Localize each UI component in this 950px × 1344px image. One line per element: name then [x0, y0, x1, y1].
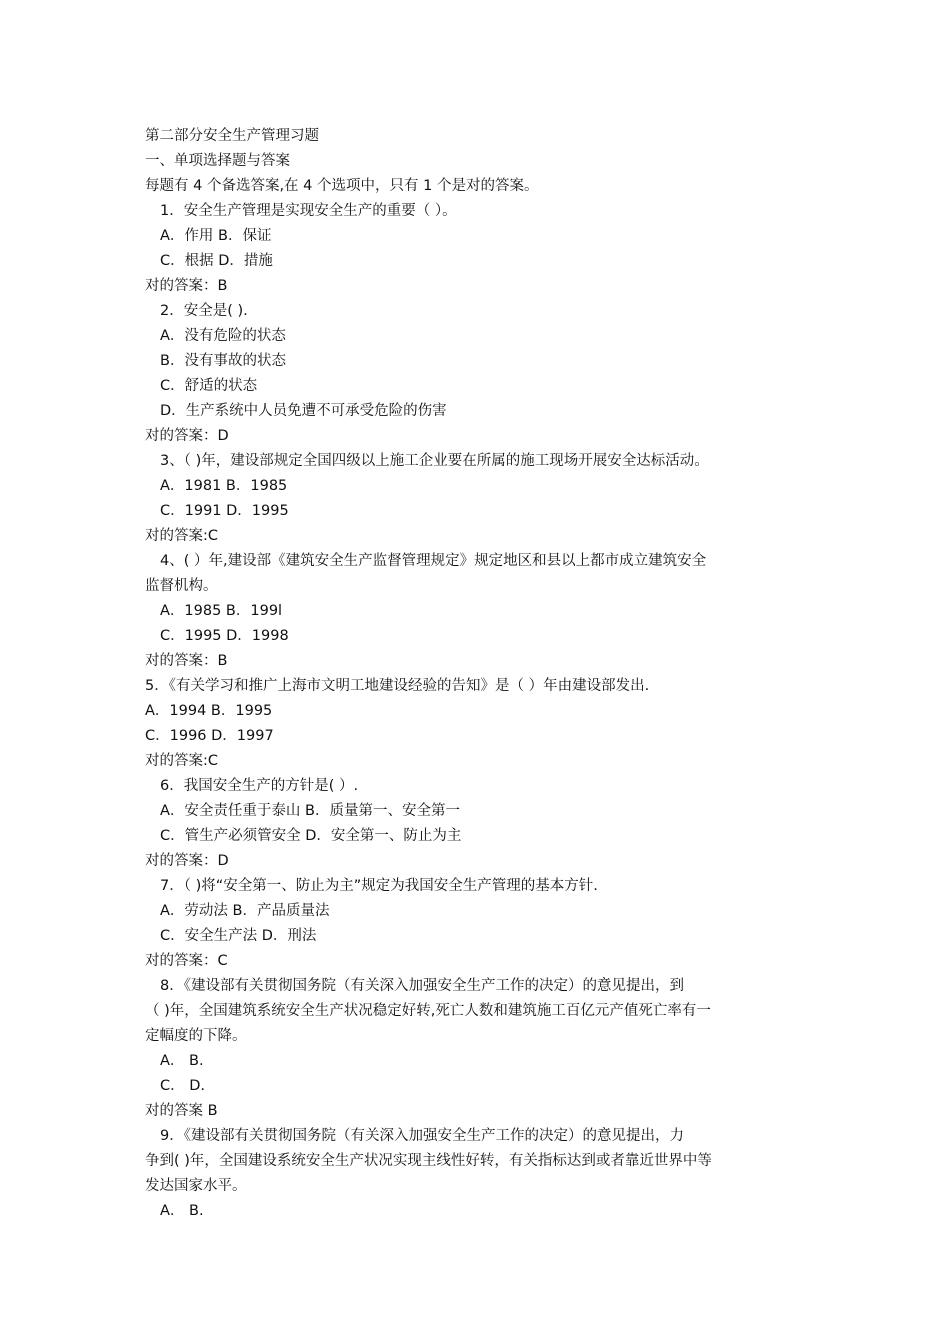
question-5: 5．《有关学习和推广上海市文明工地建设经验的告知》是（ ）年由建设部发出. [145, 678, 650, 694]
q7-options-ab: A．劳动法 B．产品质量法 [160, 903, 330, 919]
q4-answer: 对的答案：B [145, 653, 228, 669]
question-9-line-3: 发达国家水平。 [145, 1178, 247, 1194]
section-heading: 一、单项选择题与答案 [145, 153, 290, 169]
q8-answer: 对的答案 B [145, 1103, 218, 1119]
question-8-line-3: 定幅度的下降。 [145, 1028, 247, 1044]
question-4-line-2: 监督机构。 [145, 578, 218, 594]
q2-option-d: D．生产系统中人员免遭不可承受危险的伤害 [160, 403, 447, 419]
q1-options-cd: C．根据 D．措施 [160, 253, 273, 269]
q1-answer: 对的答案：B [145, 278, 228, 294]
question-8-line-2: （ )年，全国建筑系统安全生产状况稳定好转,死亡人数和建筑施工百亿元产值死亡率有一 [145, 1003, 711, 1019]
q6-options-cd: C．管生产必须管安全 D．安全第一、防止为主 [160, 828, 462, 844]
q7-answer: 对的答案：C [145, 953, 228, 969]
q8-options-ab: A． B. [160, 1053, 204, 1069]
q2-option-c: C．舒适的状态 [160, 378, 258, 394]
q3-answer: 对的答案:C [145, 528, 219, 544]
question-3: 3、（ )年，建设部规定全国四级以上施工企业要在所属的施工现场开展安全达标活动。 [160, 453, 709, 469]
question-1: 1．安全生产管理是实现安全生产的重要（ ）。 [160, 203, 457, 219]
q5-options-ab: A．1994 B．1995 [145, 703, 273, 719]
question-9-line-2: 争到( )年，全国建设系统安全生产状况实现主线性好转，有关指标达到或者靠近世界中等 [145, 1153, 712, 1169]
document-title: 第二部分安全生产管理习题 [145, 128, 319, 144]
q8-options-cd: C． D. [160, 1078, 206, 1094]
instructions: 每题有 4 个备选答案,在 4 个选项中，只有 1 个是对的答案。 [145, 178, 539, 194]
q2-option-b: B．没有事故的状态 [160, 353, 286, 369]
q3-options-cd: C．1991 D．1995 [160, 503, 289, 519]
question-7: 7．（ )将“安全第一、防止为主”规定为我国安全生产管理的基本方针. [160, 878, 598, 894]
q4-options-cd: C．1995 D．1998 [160, 628, 289, 644]
q5-options-cd: C．1996 D．1997 [145, 728, 274, 744]
q1-options-ab: A．作用 B．保证 [160, 228, 272, 244]
question-9-line-1: 9．《建设部有关贯彻国务院（有关深入加强安全生产工作的决定）的意见提出，力 [160, 1128, 684, 1144]
q7-options-cd: C．安全生产法 D．刑法 [160, 928, 317, 944]
q9-options-ab: A． B. [160, 1203, 204, 1219]
question-2: 2．安全是( ). [160, 303, 248, 319]
question-8-line-1: 8．《建设部有关贯彻国务院（有关深入加强安全生产工作的决定）的意见提出，到 [160, 978, 684, 994]
question-4-line-1: 4、( ）年,建设部《建筑安全生产监督管理规定》规定地区和县以上都市成立建筑安全 [160, 553, 707, 569]
q2-option-a: A．没有危险的状态 [160, 328, 286, 344]
q5-answer: 对的答案:C [145, 753, 219, 769]
q2-answer: 对的答案：D [145, 428, 229, 444]
q6-options-ab: A．安全责任重于泰山 B．质量第一、安全第一 [160, 803, 460, 819]
question-6: 6．我国安全生产的方针是( ）. [160, 778, 359, 794]
q4-options-ab: A．1985 B．199l [160, 603, 283, 619]
q6-answer: 对的答案：D [145, 853, 229, 869]
q3-options-ab: A．1981 B．1985 [160, 478, 288, 494]
